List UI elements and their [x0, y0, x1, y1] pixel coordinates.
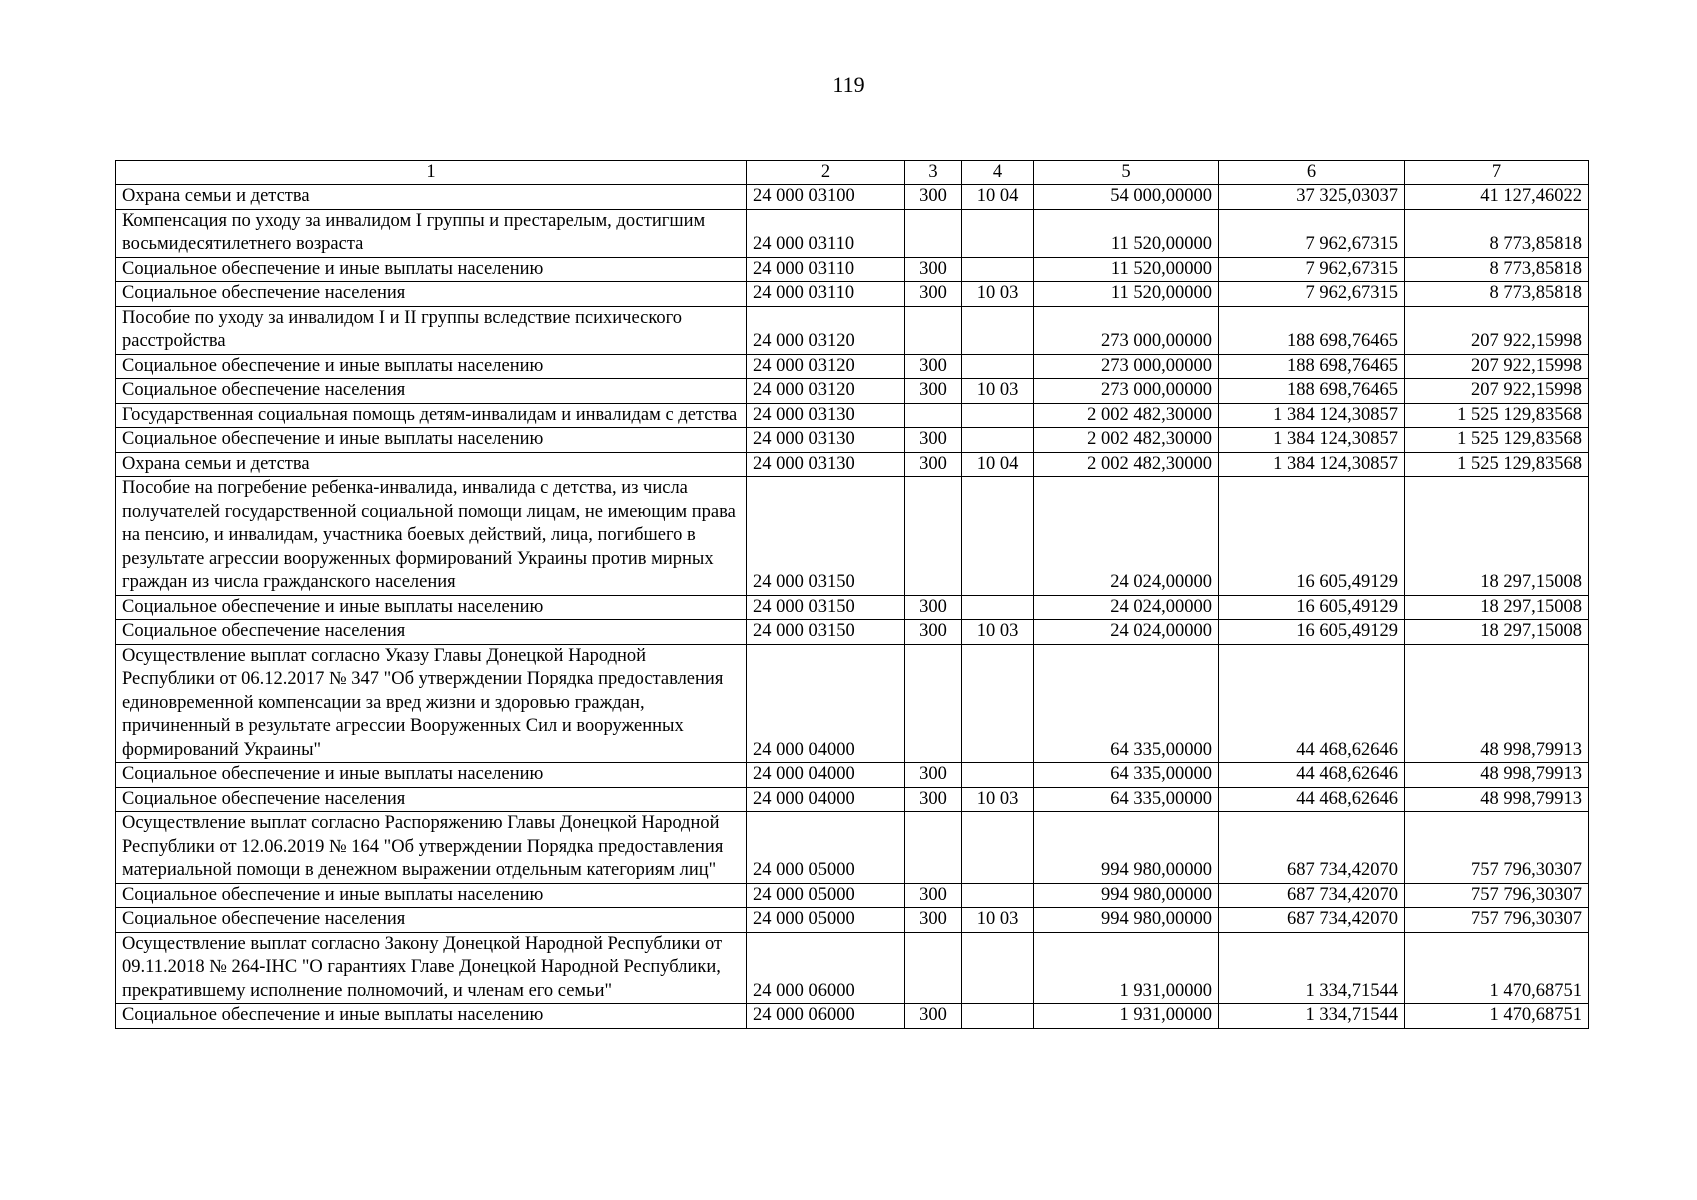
- row-section-cell: 10 04: [962, 185, 1034, 210]
- row-section-cell: [962, 209, 1034, 257]
- row-value-7-cell: 207 922,15998: [1405, 354, 1589, 379]
- row-value-7-cell: 48 998,79913: [1405, 644, 1589, 763]
- header-cell: 5: [1034, 161, 1219, 185]
- row-group-cell: 300: [905, 354, 962, 379]
- row-name-cell: Социальное обеспечение и иные выплаты населению: [116, 354, 747, 379]
- row-section-cell: [962, 812, 1034, 884]
- row-value-5-cell: 11 520,00000: [1034, 257, 1219, 282]
- row-group-cell: 300: [905, 787, 962, 812]
- row-value-7-cell: 8 773,85818: [1405, 282, 1589, 307]
- row-value-6-cell: 7 962,67315: [1219, 257, 1405, 282]
- row-name-cell: Охрана семьи и детства: [116, 185, 747, 210]
- table-row: [116, 932, 1589, 1004]
- row-value-6-cell: 188 698,76465: [1219, 354, 1405, 379]
- row-value-5-cell: 64 335,00000: [1034, 763, 1219, 788]
- row-group-cell: 300: [905, 763, 962, 788]
- row-value-7-cell: 48 998,79913: [1405, 763, 1589, 788]
- row-value-5-cell: 2 002 482,30000: [1034, 428, 1219, 453]
- table-row: [116, 595, 1589, 620]
- row-name-cell: Социальное обеспечение и иные выплаты населению: [116, 1004, 747, 1029]
- row-name-cell: Пособие по уходу за инвалидом I и II группы вследствие психического расстройства: [116, 306, 747, 354]
- table-row: [116, 452, 1589, 477]
- row-value-5-cell: 2 002 482,30000: [1034, 403, 1219, 428]
- row-value-6-cell: 188 698,76465: [1219, 379, 1405, 404]
- row-name-cell: Охрана семьи и детства: [116, 452, 747, 477]
- row-name-cell: Государственная социальная помощь детям-инвалидам и инвалидам с детства: [116, 403, 747, 428]
- row-name-cell: Осуществление выплат согласно Распоряжению Главы Донецкой Народной Республики от 12.06.2019 № 164 "Об утверждении Порядка предоставления материальной помощи в денежном выражении отдельным категориям лиц": [116, 812, 747, 884]
- row-value-7-cell: 8 773,85818: [1405, 209, 1589, 257]
- row-section-cell: [962, 763, 1034, 788]
- row-value-5-cell: 54 000,00000: [1034, 185, 1219, 210]
- row-code-cell: 24 000 03150: [747, 620, 905, 645]
- table-row: [116, 282, 1589, 307]
- row-name-cell: Социальное обеспечение населения: [116, 379, 747, 404]
- row-value-5-cell: 24 024,00000: [1034, 620, 1219, 645]
- row-section-cell: [962, 595, 1034, 620]
- row-value-5-cell: 273 000,00000: [1034, 379, 1219, 404]
- row-group-cell: [905, 812, 962, 884]
- row-section-cell: 10 03: [962, 379, 1034, 404]
- row-group-cell: [905, 403, 962, 428]
- header-row: [116, 161, 1589, 185]
- row-value-7-cell: 207 922,15998: [1405, 379, 1589, 404]
- row-value-5-cell: 11 520,00000: [1034, 209, 1219, 257]
- row-code-cell: 24 000 03120: [747, 306, 905, 354]
- row-name-cell: Социальное обеспечение и иные выплаты населению: [116, 428, 747, 453]
- row-section-cell: 10 04: [962, 452, 1034, 477]
- row-name-cell: Осуществление выплат согласно Указу Главы Донецкой Народной Республики от 06.12.2017 № 347 "Об утверждении Порядка предоставления единовременной компенсации за вред жизни и здоровью граждан, причиненный в результате агрессии Вооруженных Сил и вооруженных формирований Украины": [116, 644, 747, 763]
- table-row: [116, 644, 1589, 763]
- row-value-7-cell: 18 297,15008: [1405, 620, 1589, 645]
- header-cell: 6: [1219, 161, 1405, 185]
- row-code-cell: 24 000 05000: [747, 883, 905, 908]
- row-name-cell: Социальное обеспечение населения: [116, 787, 747, 812]
- table-row: [116, 908, 1589, 933]
- row-value-6-cell: 1 334,71544: [1219, 932, 1405, 1004]
- row-group-cell: 300: [905, 257, 962, 282]
- row-section-cell: 10 03: [962, 908, 1034, 933]
- row-value-6-cell: 44 468,62646: [1219, 787, 1405, 812]
- table-row: [116, 354, 1589, 379]
- row-name-cell: Социальное обеспечение и иные выплаты населению: [116, 595, 747, 620]
- table-row: [116, 883, 1589, 908]
- row-value-6-cell: 16 605,49129: [1219, 477, 1405, 596]
- row-section-cell: 10 03: [962, 282, 1034, 307]
- row-value-7-cell: 757 796,30307: [1405, 812, 1589, 884]
- row-section-cell: [962, 306, 1034, 354]
- page-number: 119: [832, 72, 865, 97]
- row-name-cell: Социальное обеспечение населения: [116, 620, 747, 645]
- row-value-6-cell: 7 962,67315: [1219, 209, 1405, 257]
- row-code-cell: 24 000 03150: [747, 477, 905, 596]
- row-value-6-cell: 1 334,71544: [1219, 1004, 1405, 1029]
- row-value-5-cell: 994 980,00000: [1034, 883, 1219, 908]
- row-group-cell: 300: [905, 428, 962, 453]
- row-code-cell: 24 000 06000: [747, 932, 905, 1004]
- row-code-cell: 24 000 03110: [747, 257, 905, 282]
- table-row: [116, 403, 1589, 428]
- row-value-5-cell: 1 931,00000: [1034, 932, 1219, 1004]
- row-code-cell: 24 000 03110: [747, 209, 905, 257]
- table-row: [116, 257, 1589, 282]
- row-code-cell: 24 000 04000: [747, 763, 905, 788]
- table-row: [116, 787, 1589, 812]
- row-group-cell: [905, 932, 962, 1004]
- row-group-cell: [905, 306, 962, 354]
- row-code-cell: 24 000 04000: [747, 644, 905, 763]
- header-cell: 2: [747, 161, 905, 185]
- row-value-5-cell: 24 024,00000: [1034, 477, 1219, 596]
- row-section-cell: [962, 477, 1034, 596]
- header-cell: 1: [116, 161, 747, 185]
- row-value-7-cell: 18 297,15008: [1405, 477, 1589, 596]
- row-section-cell: [962, 644, 1034, 763]
- row-code-cell: 24 000 03150: [747, 595, 905, 620]
- table-row: [116, 812, 1589, 884]
- header-cell: 3: [905, 161, 962, 185]
- row-value-6-cell: 7 962,67315: [1219, 282, 1405, 307]
- row-value-6-cell: 44 468,62646: [1219, 763, 1405, 788]
- row-group-cell: 300: [905, 595, 962, 620]
- budget-table: [115, 160, 1589, 1029]
- row-value-5-cell: 11 520,00000: [1034, 282, 1219, 307]
- row-value-6-cell: 188 698,76465: [1219, 306, 1405, 354]
- row-group-cell: 300: [905, 282, 962, 307]
- row-group-cell: 300: [905, 883, 962, 908]
- row-name-cell: Пособие на погребение ребенка-инвалида, инвалида с детства, из числа получателей государственной социальной помощи лицам, не имеющим права на пенсию, и инвалидам, участника боевых действий, лица, погибшего в результате агрессии вооруженных формирований Украины против мирных граждан из числа гражданского населения: [116, 477, 747, 596]
- header-cell: 7: [1405, 161, 1589, 185]
- row-code-cell: 24 000 03120: [747, 354, 905, 379]
- row-section-cell: [962, 257, 1034, 282]
- row-value-5-cell: 2 002 482,30000: [1034, 452, 1219, 477]
- table-row: [116, 763, 1589, 788]
- row-value-7-cell: 1 470,68751: [1405, 932, 1589, 1004]
- row-name-cell: Социальное обеспечение и иные выплаты населению: [116, 883, 747, 908]
- table-row: [116, 185, 1589, 210]
- row-value-7-cell: 18 297,15008: [1405, 595, 1589, 620]
- row-value-7-cell: 41 127,46022: [1405, 185, 1589, 210]
- row-value-6-cell: 44 468,62646: [1219, 644, 1405, 763]
- row-value-7-cell: 757 796,30307: [1405, 883, 1589, 908]
- row-value-6-cell: 37 325,03037: [1219, 185, 1405, 210]
- row-group-cell: 300: [905, 452, 962, 477]
- row-value-6-cell: 687 734,42070: [1219, 812, 1405, 884]
- row-code-cell: 24 000 04000: [747, 787, 905, 812]
- row-value-7-cell: 1 525 129,83568: [1405, 452, 1589, 477]
- row-value-7-cell: 757 796,30307: [1405, 908, 1589, 933]
- row-value-5-cell: 64 335,00000: [1034, 787, 1219, 812]
- row-section-cell: [962, 354, 1034, 379]
- row-value-6-cell: 1 384 124,30857: [1219, 452, 1405, 477]
- row-section-cell: [962, 883, 1034, 908]
- row-value-7-cell: 1 525 129,83568: [1405, 403, 1589, 428]
- row-value-6-cell: 16 605,49129: [1219, 595, 1405, 620]
- row-section-cell: [962, 428, 1034, 453]
- table-row: [116, 379, 1589, 404]
- row-name-cell: Социальное обеспечение и иные выплаты населению: [116, 257, 747, 282]
- row-value-6-cell: 16 605,49129: [1219, 620, 1405, 645]
- row-code-cell: 24 000 03110: [747, 282, 905, 307]
- table-row: [116, 428, 1589, 453]
- row-code-cell: 24 000 06000: [747, 1004, 905, 1029]
- row-code-cell: 24 000 05000: [747, 812, 905, 884]
- table-row: [116, 477, 1589, 596]
- row-name-cell: Социальное обеспечение и иные выплаты населению: [116, 763, 747, 788]
- row-value-7-cell: 207 922,15998: [1405, 306, 1589, 354]
- row-value-5-cell: 994 980,00000: [1034, 908, 1219, 933]
- row-value-6-cell: 687 734,42070: [1219, 883, 1405, 908]
- row-value-5-cell: 24 024,00000: [1034, 595, 1219, 620]
- row-code-cell: 24 000 03100: [747, 185, 905, 210]
- row-group-cell: 300: [905, 908, 962, 933]
- row-section-cell: [962, 1004, 1034, 1029]
- row-section-cell: 10 03: [962, 787, 1034, 812]
- row-section-cell: [962, 932, 1034, 1004]
- row-value-7-cell: 8 773,85818: [1405, 257, 1589, 282]
- row-group-cell: 300: [905, 620, 962, 645]
- row-value-5-cell: 273 000,00000: [1034, 354, 1219, 379]
- row-value-5-cell: 64 335,00000: [1034, 644, 1219, 763]
- row-name-cell: Осуществление выплат согласно Закону Донецкой Народной Республики от 09.11.2018 № 264-IНС "О гарантиях Главе Донецкой Народной Республики, прекратившему исполнение полномочий, и членам его семьи": [116, 932, 747, 1004]
- table-row: [116, 620, 1589, 645]
- table-row: [116, 1004, 1589, 1029]
- row-group-cell: 300: [905, 1004, 962, 1029]
- row-group-cell: 300: [905, 185, 962, 210]
- row-value-7-cell: 1 525 129,83568: [1405, 428, 1589, 453]
- row-group-cell: [905, 477, 962, 596]
- row-code-cell: 24 000 03130: [747, 452, 905, 477]
- row-section-cell: [962, 403, 1034, 428]
- row-group-cell: [905, 209, 962, 257]
- row-value-7-cell: 48 998,79913: [1405, 787, 1589, 812]
- row-code-cell: 24 000 05000: [747, 908, 905, 933]
- row-name-cell: Социальное обеспечение населения: [116, 908, 747, 933]
- row-code-cell: 24 000 03130: [747, 403, 905, 428]
- row-value-5-cell: 273 000,00000: [1034, 306, 1219, 354]
- row-code-cell: 24 000 03120: [747, 379, 905, 404]
- row-value-6-cell: 1 384 124,30857: [1219, 403, 1405, 428]
- table-row: [116, 306, 1589, 354]
- header-cell: 4: [962, 161, 1034, 185]
- row-value-6-cell: 1 384 124,30857: [1219, 428, 1405, 453]
- row-value-5-cell: 994 980,00000: [1034, 812, 1219, 884]
- row-value-5-cell: 1 931,00000: [1034, 1004, 1219, 1029]
- row-value-7-cell: 1 470,68751: [1405, 1004, 1589, 1029]
- row-name-cell: Социальное обеспечение населения: [116, 282, 747, 307]
- row-name-cell: Компенсация по уходу за инвалидом I группы и престарелым, достигшим восьмидесятилетнего возраста: [116, 209, 747, 257]
- row-section-cell: 10 03: [962, 620, 1034, 645]
- row-group-cell: 300: [905, 379, 962, 404]
- row-code-cell: 24 000 03130: [747, 428, 905, 453]
- table-row: [116, 209, 1589, 257]
- row-group-cell: [905, 644, 962, 763]
- row-value-6-cell: 687 734,42070: [1219, 908, 1405, 933]
